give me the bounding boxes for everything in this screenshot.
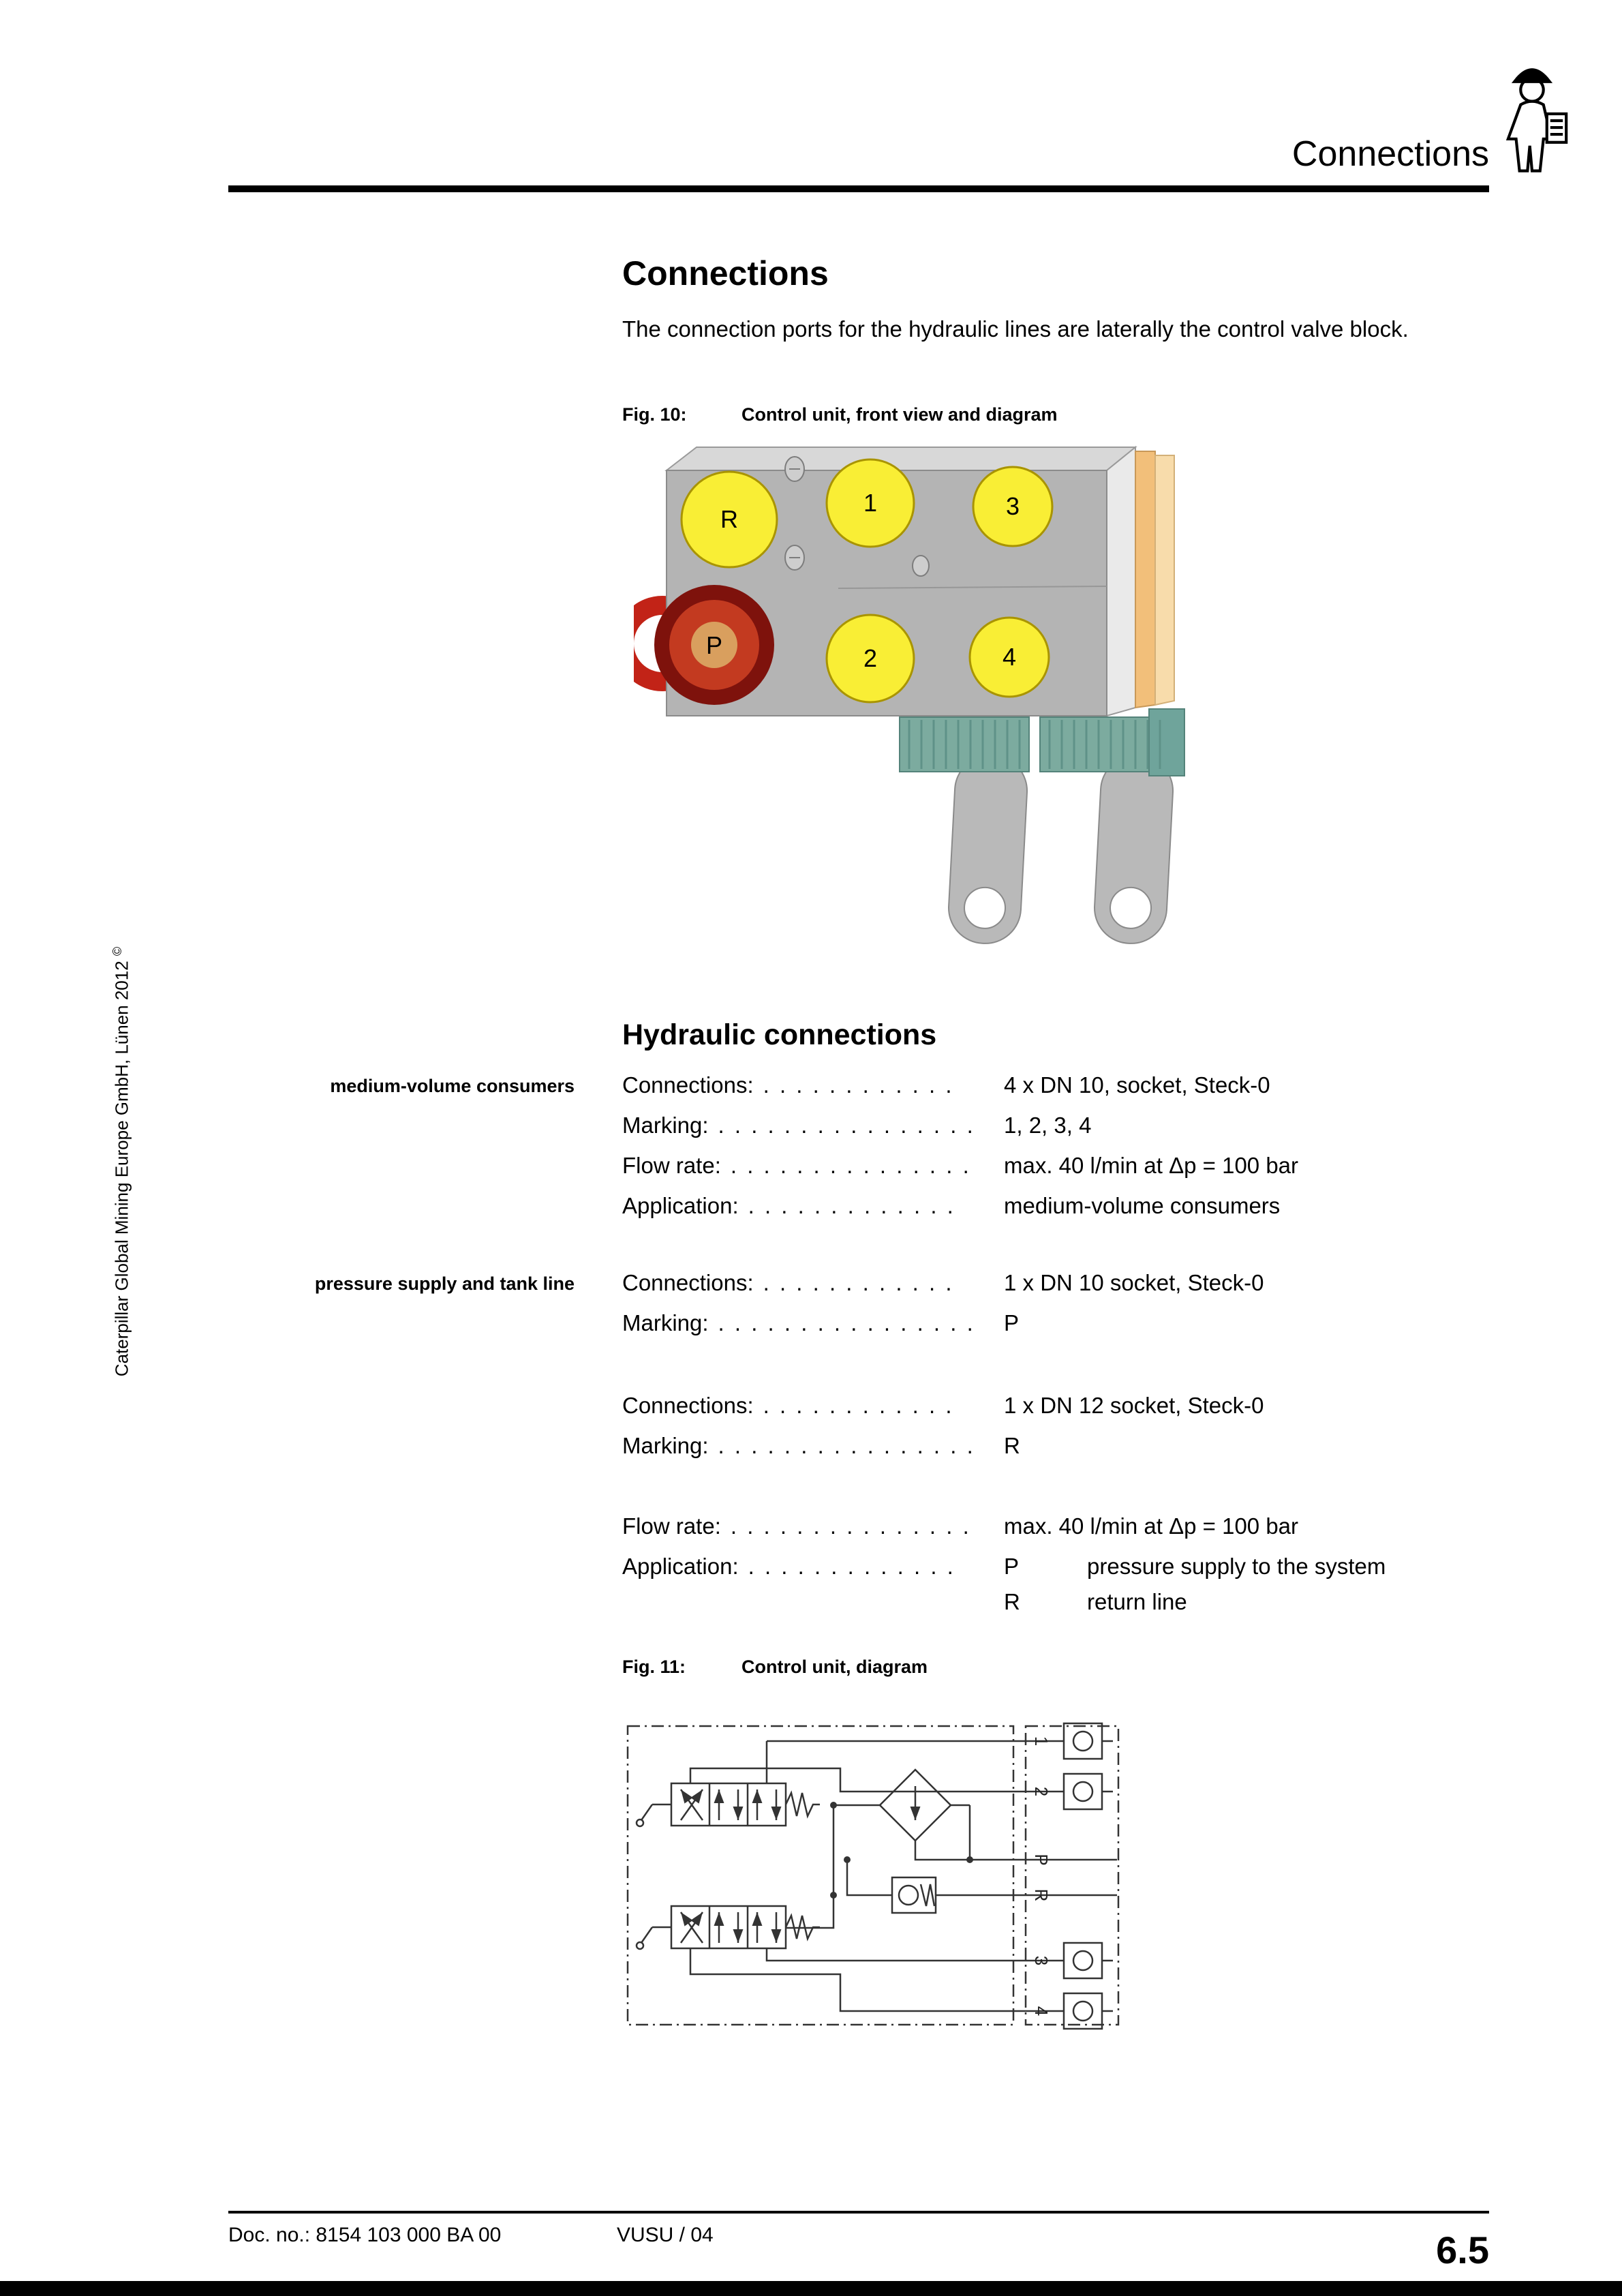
diagram-port-label-P: P	[1031, 1854, 1052, 1866]
dot-leader: . . . . . . . . . . . .	[763, 1393, 954, 1418]
doc-number: Doc. no.: 8154 103 000 BA 00	[228, 2224, 502, 2246]
diagram-port-label-1: 1	[1031, 1736, 1052, 1747]
worker-icon	[1484, 55, 1580, 180]
fig11-label: Fig. 11:	[622, 1657, 686, 1677]
spec-label: Marking:	[622, 1433, 709, 1458]
spec-row	[622, 1270, 1501, 1310]
spec-row	[622, 1393, 1501, 1433]
mounting-strap	[947, 753, 1028, 945]
orange-side-face	[1135, 451, 1155, 708]
spec-value: max. 40 l/min at Δp = 100 bar	[1004, 1513, 1299, 1539]
port-label-3: 3	[1005, 492, 1020, 520]
running-header: Connections	[1291, 134, 1489, 174]
dot-leader: . . . . . . . . . . . . .	[748, 1554, 955, 1579]
diagram-port-label-4: 4	[1031, 2006, 1052, 2016]
dot-leader: . . . . . . . . . . . . . . .	[730, 1153, 971, 1178]
spec-label: Marking:	[622, 1310, 709, 1335]
spec-row	[622, 1433, 1501, 1473]
spec-value: 4 x DN 10, socket, Steck-0	[1004, 1072, 1270, 1098]
margin-label-pressure-supply: pressure supply and tank line	[314, 1273, 575, 1294]
check-valve	[892, 1877, 936, 1913]
diagram-port-label-R: R	[1031, 1888, 1052, 1902]
spec-block-flow-application	[622, 1513, 1501, 1625]
diagram-port-label-3: 3	[1031, 1955, 1052, 1966]
spec-block-pressure-supply	[622, 1270, 1501, 1350]
hard-hat-shape	[1512, 68, 1552, 83]
doc-version: VUSU / 04	[617, 2224, 714, 2246]
mounting-strap	[1092, 753, 1174, 945]
spec-block-tank-line	[622, 1393, 1501, 1473]
filter-symbol	[880, 1770, 951, 1841]
spec-row	[622, 1113, 1501, 1153]
spec-row	[622, 1589, 1501, 1625]
junction-dots	[830, 1802, 973, 1899]
fig11-caption	[622, 1657, 928, 1678]
spec-label: Application:	[622, 1193, 739, 1218]
dot-leader: . . . . . . . . . . . . . . .	[730, 1513, 971, 1539]
connector-rails	[900, 709, 1184, 776]
spec-row	[622, 1513, 1501, 1554]
spec-value: max. 40 l/min at Δp = 100 bar	[1004, 1153, 1299, 1178]
spec-label: Flow rate:	[622, 1513, 721, 1539]
port-label-1: 1	[863, 489, 878, 517]
fig10-label: Fig. 10:	[622, 404, 687, 425]
dot-leader: . . . . . . . . . . . . . . . .	[718, 1310, 975, 1335]
spec-label: Marking:	[622, 1113, 709, 1138]
dot-leader: . . . . . . . . . . . . . . . .	[718, 1113, 975, 1138]
hydraulic-schematic	[622, 1703, 1127, 2051]
spec-value: 1 x DN 12 socket, Steck-0	[1004, 1393, 1264, 1418]
fig10-caption	[622, 404, 1058, 425]
spec-label: Flow rate:	[622, 1153, 721, 1178]
spec-row	[622, 1193, 1501, 1233]
port-label-4: 4	[1002, 643, 1017, 671]
coupling-block-boundary	[1026, 1726, 1118, 2025]
spec-value-desc: return line	[1087, 1589, 1187, 1614]
spec-row	[622, 1310, 1501, 1350]
port-label-2: 2	[863, 644, 878, 672]
fig10-caption-text: Control unit, front view and diagram	[741, 404, 1058, 425]
spec-value: P	[1004, 1554, 1020, 1579]
bottom-bar	[0, 2281, 1622, 2296]
quick-couplings	[1064, 1723, 1113, 2029]
spec-label: Connections:	[622, 1072, 754, 1098]
port-label-P: P	[705, 631, 723, 659]
spec-row	[622, 1554, 1501, 1589]
control-unit-photo	[634, 440, 1220, 969]
spec-row	[622, 1153, 1501, 1193]
spec-value: 1 x DN 10 socket, Steck-0	[1004, 1270, 1264, 1295]
header-rule	[228, 185, 1489, 192]
dot-leader: . . . . . . . . . . . . . . . .	[718, 1433, 975, 1458]
diagram-port-label-2: 2	[1031, 1786, 1052, 1797]
fig11-caption-text: Control unit, diagram	[741, 1657, 928, 1677]
spec-row	[622, 1072, 1501, 1113]
intro-paragraph: The connection ports for the hydraulic lines are laterally the control valve block.	[622, 316, 1409, 342]
dot-leader: . . . . . . . . . . . . .	[748, 1193, 955, 1218]
spec-label: Connections:	[622, 1393, 754, 1418]
spec-value: R	[1004, 1589, 1020, 1614]
spec-value: 1, 2, 3, 4	[1004, 1113, 1092, 1138]
spec-label: Connections:	[622, 1270, 754, 1295]
dot-leader: . . . . . . . . . . . .	[763, 1270, 954, 1295]
page-number: 6.5	[1436, 2229, 1489, 2271]
page-title: Connections	[622, 254, 829, 292]
margin-label-medium-volume: medium-volume consumers	[330, 1076, 575, 1096]
spec-label: Application:	[622, 1554, 739, 1579]
spec-value: P	[1004, 1310, 1020, 1335]
spec-value: medium-volume consumers	[1004, 1193, 1281, 1218]
valve-block-boundary	[628, 1726, 1013, 2025]
section-title: Hydraulic connections	[622, 1018, 937, 1051]
dot-leader: . . . . . . . . . . . .	[763, 1072, 954, 1098]
footer-rule	[228, 2211, 1489, 2214]
port-label-R: R	[720, 505, 738, 533]
publisher-imprint	[110, 930, 132, 1393]
spec-value-desc: pressure supply to the system	[1087, 1554, 1386, 1579]
spec-value: R	[1004, 1433, 1020, 1458]
directional-valve-1	[637, 1783, 820, 1826]
imprint-text: Caterpillar Global Mining Europe GmbH, Lünen 2012	[111, 961, 132, 1377]
spec-block-consumers	[622, 1072, 1501, 1233]
copyright-symbol: ©	[110, 946, 124, 956]
